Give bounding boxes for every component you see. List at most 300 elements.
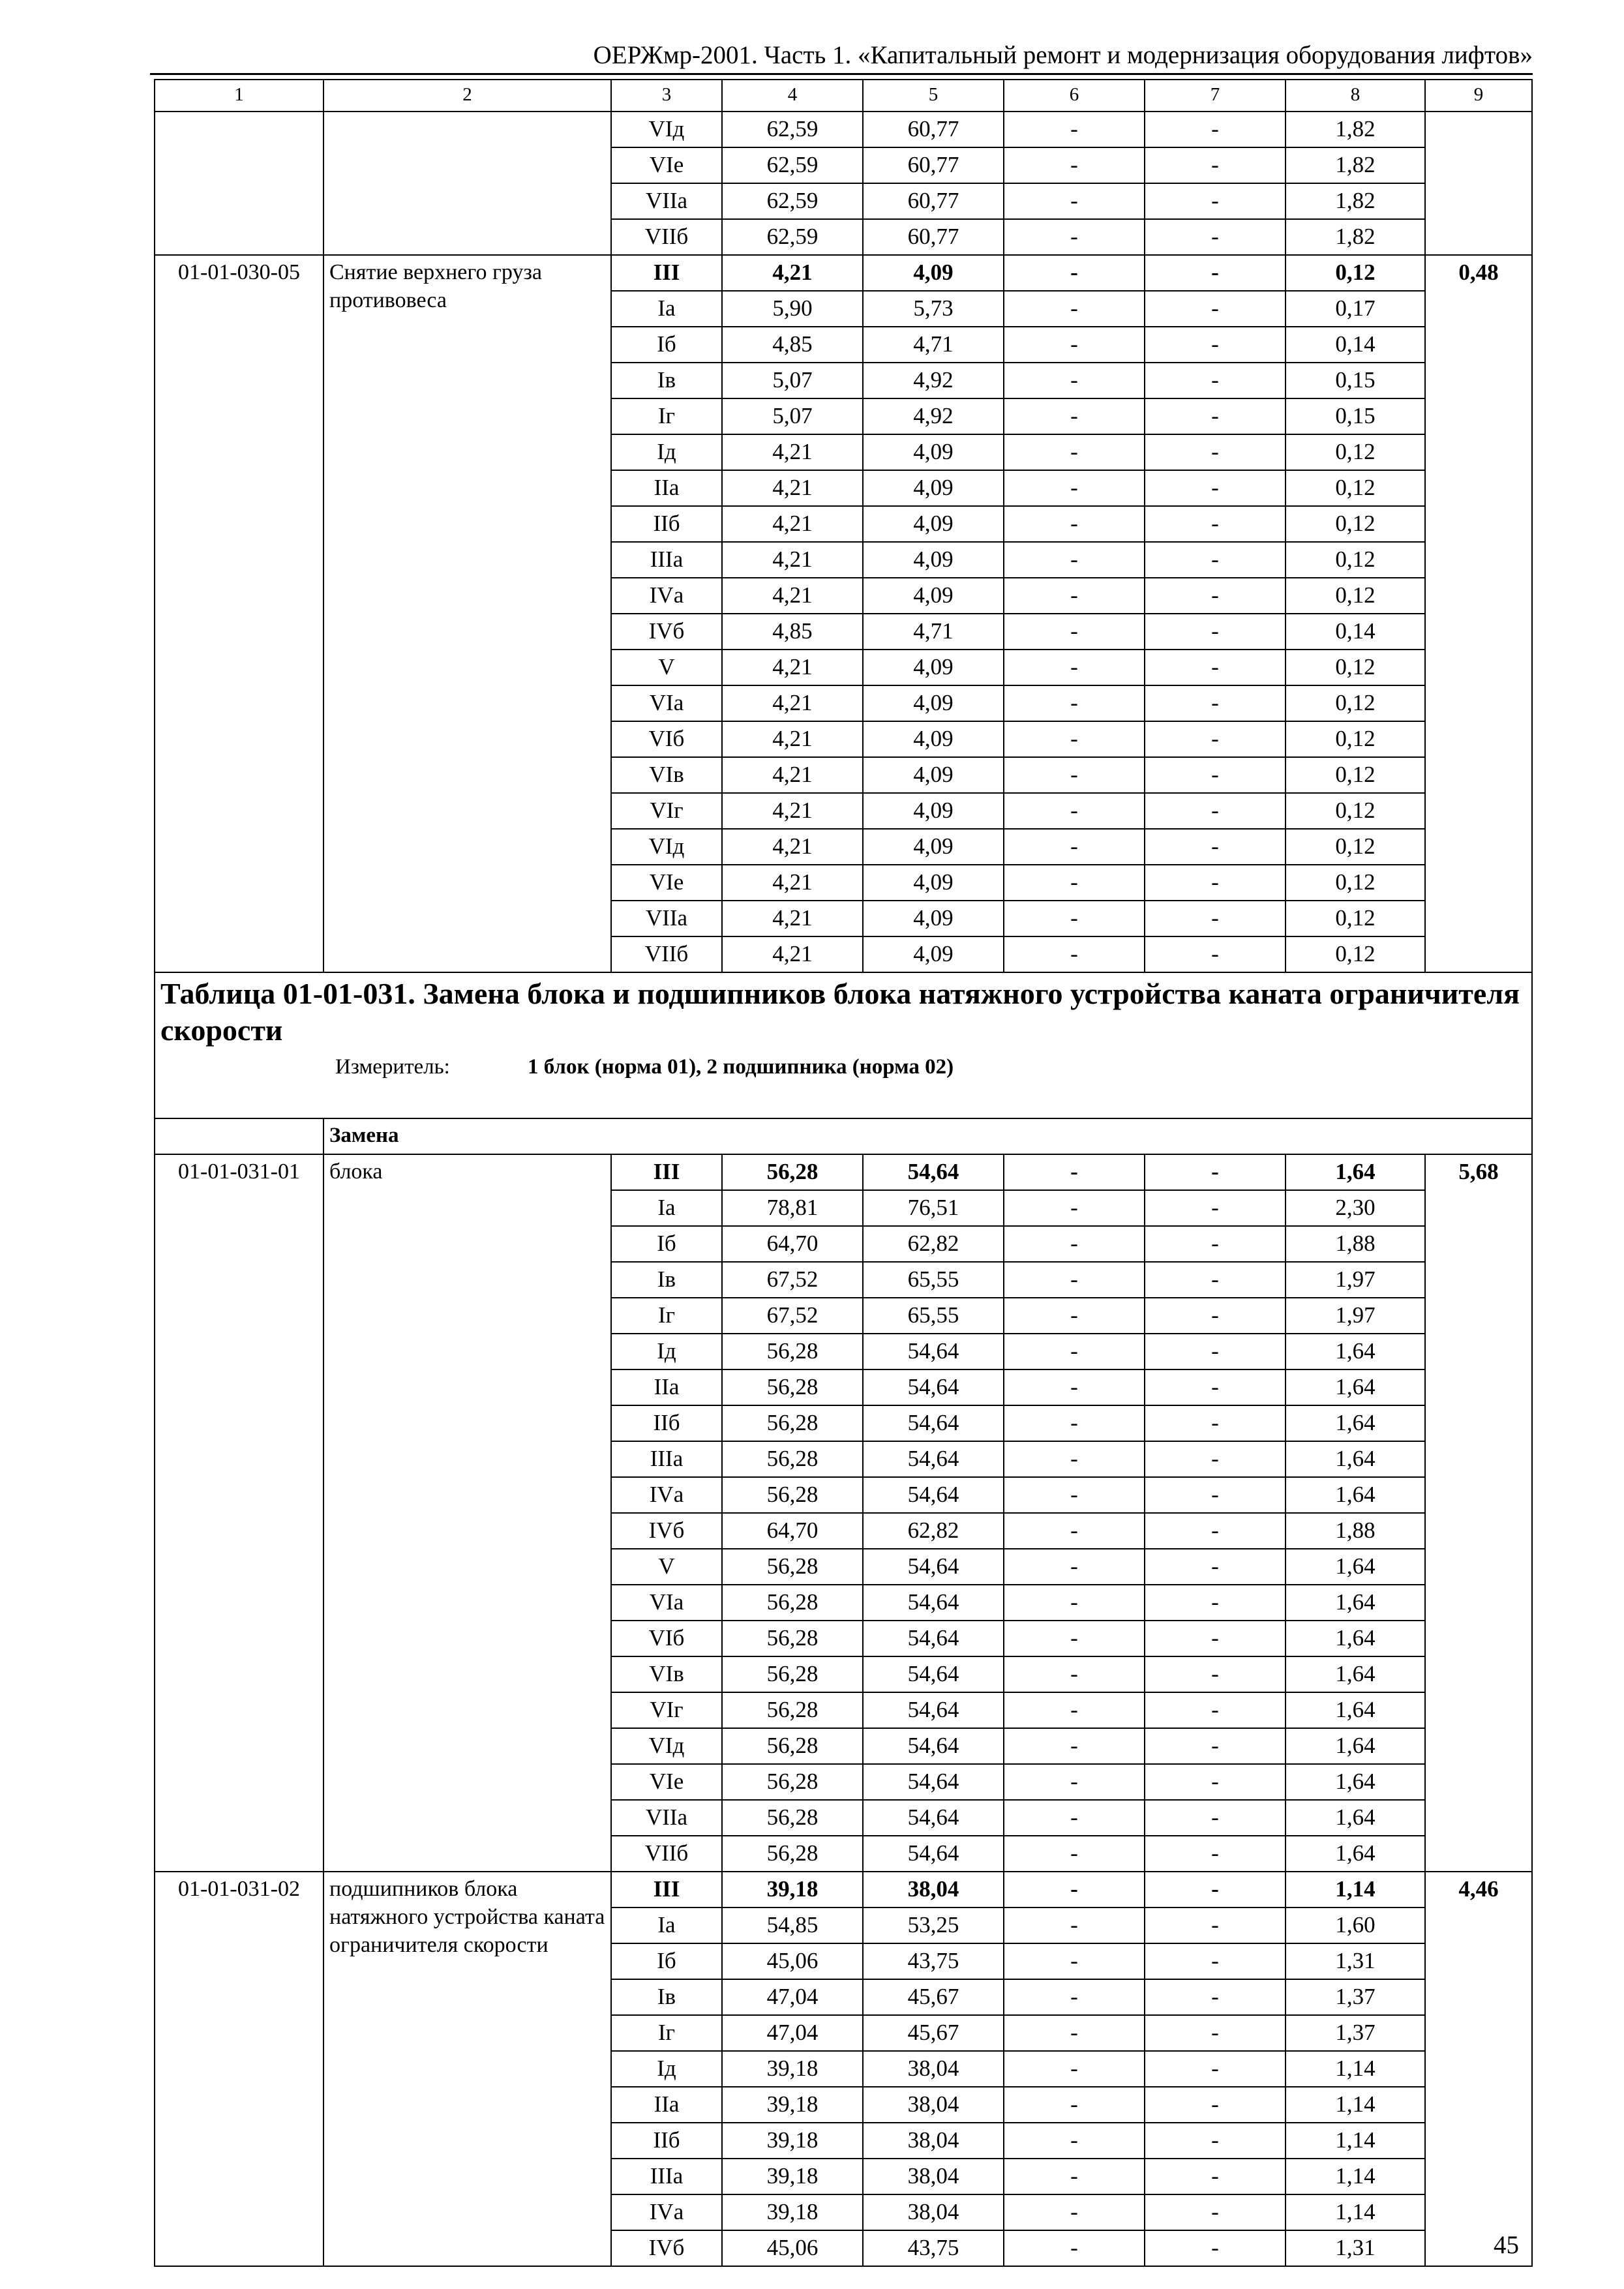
machine-cost-cell: -: [1004, 506, 1145, 542]
materials-cell: 1,64: [1286, 1585, 1425, 1621]
materials-cell: 0,12: [1286, 721, 1425, 757]
wage-cell: 76,51: [863, 1190, 1004, 1226]
direct-cost-cell: 56,28: [722, 1836, 863, 1872]
driver-wage-cell: -: [1145, 936, 1286, 972]
total-cell: 4,46: [1425, 1872, 1532, 2266]
zone-cell: III: [611, 255, 722, 291]
direct-cost-cell: 4,21: [722, 685, 863, 721]
materials-cell: 0,12: [1286, 650, 1425, 685]
driver-wage-cell: -: [1145, 1908, 1286, 1943]
machine-cost-cell: -: [1004, 112, 1145, 147]
norm-name-cell: подшипников блока натяжного устройства каната ограничителя скорости: [323, 1872, 611, 2266]
driver-wage-cell: -: [1145, 1190, 1286, 1226]
zone-cell: IVа: [611, 578, 722, 614]
norm-code-cell: [155, 112, 323, 255]
direct-cost-cell: 62,59: [722, 183, 863, 219]
machine-cost-cell: -: [1004, 1154, 1145, 1190]
direct-cost-cell: 56,28: [722, 1692, 863, 1728]
zone-cell: Iд: [611, 434, 722, 470]
wage-cell: 65,55: [863, 1262, 1004, 1298]
wage-cell: 60,77: [863, 112, 1004, 147]
wage-cell: 60,77: [863, 183, 1004, 219]
zone-cell: IVб: [611, 1513, 722, 1549]
materials-cell: 1,64: [1286, 1369, 1425, 1405]
zone-cell: IIа: [611, 1369, 722, 1405]
materials-cell: 1,64: [1286, 1549, 1425, 1585]
zone-cell: VIе: [611, 147, 722, 183]
measure-value: 1 блок (норма 01), 2 подшипника (норма 02): [528, 1055, 954, 1079]
machine-cost-cell: -: [1004, 327, 1145, 363]
norms-table-body: [155, 80, 1532, 2266]
machine-cost-cell: -: [1004, 650, 1145, 685]
wage-cell: 38,04: [863, 2123, 1004, 2159]
driver-wage-cell: -: [1145, 650, 1286, 685]
driver-wage-cell: -: [1145, 1656, 1286, 1692]
column-number: 3: [611, 80, 722, 112]
materials-cell: 0,12: [1286, 434, 1425, 470]
machine-cost-cell: -: [1004, 2015, 1145, 2051]
norm-code-cell: 01-01-031-02: [155, 1872, 323, 2266]
measure-label: Измеритель:: [335, 1055, 450, 1079]
materials-cell: 1,64: [1286, 1621, 1425, 1656]
wage-cell: 4,09: [863, 757, 1004, 793]
direct-cost-cell: 5,07: [722, 363, 863, 398]
driver-wage-cell: -: [1145, 1477, 1286, 1513]
materials-cell: 1,88: [1286, 1513, 1425, 1549]
zone-cell: III: [611, 1872, 722, 1908]
materials-cell: 1,64: [1286, 1800, 1425, 1836]
zone-cell: Iб: [611, 1943, 722, 1979]
machine-cost-cell: -: [1004, 1692, 1145, 1728]
direct-cost-cell: 4,21: [722, 578, 863, 614]
machine-cost-cell: -: [1004, 2123, 1145, 2159]
wage-cell: 60,77: [863, 219, 1004, 255]
materials-cell: 1,14: [1286, 2194, 1425, 2230]
wage-cell: 4,09: [863, 721, 1004, 757]
driver-wage-cell: -: [1145, 1513, 1286, 1549]
direct-cost-cell: 56,28: [722, 1656, 863, 1692]
materials-cell: 0,12: [1286, 901, 1425, 936]
zone-cell: VIIб: [611, 219, 722, 255]
wage-cell: 38,04: [863, 2051, 1004, 2087]
wage-cell: 4,09: [863, 829, 1004, 865]
zone-cell: Iб: [611, 1226, 722, 1262]
materials-cell: 1,14: [1286, 1872, 1425, 1908]
direct-cost-cell: 78,81: [722, 1190, 863, 1226]
materials-cell: 0,12: [1286, 255, 1425, 291]
materials-cell: 0,12: [1286, 793, 1425, 829]
header-rule: [150, 73, 1533, 75]
machine-cost-cell: -: [1004, 542, 1145, 578]
driver-wage-cell: -: [1145, 434, 1286, 470]
column-number: 6: [1004, 80, 1145, 112]
total-cell: 5,68: [1425, 1154, 1532, 1872]
zone-cell: IVб: [611, 614, 722, 650]
driver-wage-cell: -: [1145, 1441, 1286, 1477]
direct-cost-cell: 39,18: [722, 2087, 863, 2123]
materials-cell: 1,60: [1286, 1908, 1425, 1943]
direct-cost-cell: 4,85: [722, 614, 863, 650]
machine-cost-cell: -: [1004, 1908, 1145, 1943]
driver-wage-cell: -: [1145, 1979, 1286, 2015]
machine-cost-cell: -: [1004, 1656, 1145, 1692]
norm-code-cell: 01-01-030-05: [155, 255, 323, 972]
wage-cell: 54,64: [863, 1764, 1004, 1800]
materials-cell: 1,97: [1286, 1262, 1425, 1298]
machine-cost-cell: -: [1004, 2230, 1145, 2266]
driver-wage-cell: -: [1145, 1369, 1286, 1405]
zone-cell: VIIа: [611, 183, 722, 219]
driver-wage-cell: -: [1145, 2194, 1286, 2230]
materials-cell: 1,64: [1286, 1764, 1425, 1800]
wage-cell: 5,73: [863, 291, 1004, 327]
driver-wage-cell: -: [1145, 1728, 1286, 1764]
machine-cost-cell: -: [1004, 1943, 1145, 1979]
direct-cost-cell: 56,28: [722, 1441, 863, 1477]
machine-cost-cell: -: [1004, 1621, 1145, 1656]
direct-cost-cell: 56,28: [722, 1728, 863, 1764]
measure-line: [160, 1054, 1525, 1080]
wage-cell: 53,25: [863, 1908, 1004, 1943]
wage-cell: 54,64: [863, 1656, 1004, 1692]
wage-cell: 54,64: [863, 1836, 1004, 1872]
direct-cost-cell: 4,21: [722, 506, 863, 542]
zone-cell: Iб: [611, 327, 722, 363]
direct-cost-cell: 45,06: [722, 1943, 863, 1979]
driver-wage-cell: -: [1145, 2087, 1286, 2123]
driver-wage-cell: -: [1145, 291, 1286, 327]
wage-cell: 60,77: [863, 147, 1004, 183]
wage-cell: 62,82: [863, 1226, 1004, 1262]
direct-cost-cell: 39,18: [722, 1872, 863, 1908]
driver-wage-cell: -: [1145, 2123, 1286, 2159]
materials-cell: 1,82: [1286, 147, 1425, 183]
direct-cost-cell: 4,21: [722, 901, 863, 936]
direct-cost-cell: 67,52: [722, 1298, 863, 1334]
direct-cost-cell: 5,90: [722, 291, 863, 327]
machine-cost-cell: -: [1004, 1836, 1145, 1872]
zone-cell: Iа: [611, 1190, 722, 1226]
direct-cost-cell: 4,21: [722, 936, 863, 972]
wage-cell: 38,04: [863, 2159, 1004, 2194]
table-title-row: [155, 972, 1532, 1118]
wage-cell: 54,64: [863, 1585, 1004, 1621]
materials-cell: 0,12: [1286, 470, 1425, 506]
total-cell: [1425, 112, 1532, 255]
zone-cell: V: [611, 650, 722, 685]
wage-cell: 54,64: [863, 1800, 1004, 1836]
driver-wage-cell: -: [1145, 721, 1286, 757]
direct-cost-cell: 39,18: [722, 2194, 863, 2230]
zone-cell: IVа: [611, 1477, 722, 1513]
wage-cell: 4,71: [863, 614, 1004, 650]
driver-wage-cell: -: [1145, 2159, 1286, 2194]
driver-wage-cell: -: [1145, 1872, 1286, 1908]
materials-cell: 1,64: [1286, 1728, 1425, 1764]
driver-wage-cell: -: [1145, 865, 1286, 901]
direct-cost-cell: 56,28: [722, 1154, 863, 1190]
zone-cell: IIб: [611, 1405, 722, 1441]
wage-cell: 4,09: [863, 542, 1004, 578]
materials-cell: 0,12: [1286, 542, 1425, 578]
materials-cell: 1,82: [1286, 219, 1425, 255]
norm-code-cell: 01-01-031-01: [155, 1154, 323, 1872]
section-row: [155, 1118, 1532, 1154]
materials-cell: 0,12: [1286, 757, 1425, 793]
direct-cost-cell: 56,28: [722, 1477, 863, 1513]
materials-cell: 1,82: [1286, 112, 1425, 147]
driver-wage-cell: -: [1145, 183, 1286, 219]
materials-cell: 0,15: [1286, 363, 1425, 398]
zone-cell: VIб: [611, 721, 722, 757]
driver-wage-cell: -: [1145, 112, 1286, 147]
zone-cell: IIб: [611, 2123, 722, 2159]
machine-cost-cell: -: [1004, 793, 1145, 829]
driver-wage-cell: -: [1145, 2051, 1286, 2087]
driver-wage-cell: -: [1145, 1621, 1286, 1656]
driver-wage-cell: -: [1145, 1154, 1286, 1190]
driver-wage-cell: -: [1145, 614, 1286, 650]
zone-cell: VIд: [611, 829, 722, 865]
direct-cost-cell: 56,28: [722, 1621, 863, 1656]
wage-cell: 54,64: [863, 1621, 1004, 1656]
zone-cell: VIIб: [611, 1836, 722, 1872]
driver-wage-cell: -: [1145, 255, 1286, 291]
wage-cell: 38,04: [863, 2194, 1004, 2230]
section-label: Замена: [323, 1118, 1532, 1154]
direct-cost-cell: 39,18: [722, 2051, 863, 2087]
direct-cost-cell: 62,59: [722, 112, 863, 147]
machine-cost-cell: -: [1004, 1513, 1145, 1549]
table-row: [155, 1154, 1532, 1190]
zone-cell: IVа: [611, 2194, 722, 2230]
driver-wage-cell: -: [1145, 1334, 1286, 1369]
driver-wage-cell: -: [1145, 1262, 1286, 1298]
wage-cell: 4,09: [863, 793, 1004, 829]
materials-cell: 1,64: [1286, 1405, 1425, 1441]
wage-cell: 4,92: [863, 363, 1004, 398]
materials-cell: 0,12: [1286, 865, 1425, 901]
machine-cost-cell: -: [1004, 614, 1145, 650]
machine-cost-cell: -: [1004, 1979, 1145, 2015]
zone-cell: Iа: [611, 291, 722, 327]
materials-cell: 0,12: [1286, 936, 1425, 972]
wage-cell: 4,09: [863, 901, 1004, 936]
materials-cell: 0,12: [1286, 685, 1425, 721]
driver-wage-cell: -: [1145, 829, 1286, 865]
materials-cell: 0,12: [1286, 506, 1425, 542]
driver-wage-cell: -: [1145, 1226, 1286, 1262]
driver-wage-cell: -: [1145, 1585, 1286, 1621]
direct-cost-cell: 5,07: [722, 398, 863, 434]
direct-cost-cell: 4,21: [722, 470, 863, 506]
wage-cell: 4,09: [863, 650, 1004, 685]
column-number: 8: [1286, 80, 1425, 112]
driver-wage-cell: -: [1145, 1836, 1286, 1872]
zone-cell: VIг: [611, 793, 722, 829]
machine-cost-cell: -: [1004, 757, 1145, 793]
machine-cost-cell: -: [1004, 1764, 1145, 1800]
materials-cell: 1,64: [1286, 1836, 1425, 1872]
materials-cell: 1,14: [1286, 2159, 1425, 2194]
materials-cell: 0,12: [1286, 829, 1425, 865]
zone-cell: Iг: [611, 1298, 722, 1334]
machine-cost-cell: -: [1004, 219, 1145, 255]
machine-cost-cell: -: [1004, 1800, 1145, 1836]
direct-cost-cell: 56,28: [722, 1334, 863, 1369]
table-title: Таблица 01-01-031. Замена блока и подшипников блока натяжного устройства каната ограничителя скорости: [160, 977, 1520, 1047]
machine-cost-cell: -: [1004, 2194, 1145, 2230]
wage-cell: 4,09: [863, 685, 1004, 721]
direct-cost-cell: 39,18: [722, 2123, 863, 2159]
direct-cost-cell: 47,04: [722, 2015, 863, 2051]
zone-cell: V: [611, 1549, 722, 1585]
zone-cell: VIг: [611, 1692, 722, 1728]
direct-cost-cell: 64,70: [722, 1226, 863, 1262]
zone-cell: VIа: [611, 685, 722, 721]
norm-name-cell: блока: [323, 1154, 611, 1872]
direct-cost-cell: 56,28: [722, 1585, 863, 1621]
wage-cell: 54,64: [863, 1477, 1004, 1513]
driver-wage-cell: -: [1145, 2015, 1286, 2051]
zone-cell: III: [611, 1154, 722, 1190]
zone-cell: Iв: [611, 1262, 722, 1298]
column-number: 9: [1425, 80, 1532, 112]
machine-cost-cell: -: [1004, 1190, 1145, 1226]
driver-wage-cell: -: [1145, 219, 1286, 255]
wage-cell: 38,04: [863, 2087, 1004, 2123]
zone-cell: Iд: [611, 2051, 722, 2087]
machine-cost-cell: -: [1004, 255, 1145, 291]
direct-cost-cell: 4,21: [722, 721, 863, 757]
zone-cell: VIа: [611, 1585, 722, 1621]
materials-cell: 0,14: [1286, 327, 1425, 363]
materials-cell: 1,64: [1286, 1656, 1425, 1692]
direct-cost-cell: 62,59: [722, 219, 863, 255]
driver-wage-cell: -: [1145, 542, 1286, 578]
wage-cell: 4,09: [863, 506, 1004, 542]
norms-table: [154, 79, 1533, 2267]
machine-cost-cell: -: [1004, 1549, 1145, 1585]
driver-wage-cell: -: [1145, 901, 1286, 936]
machine-cost-cell: -: [1004, 2051, 1145, 2087]
driver-wage-cell: -: [1145, 1298, 1286, 1334]
column-number: 1: [155, 80, 323, 112]
driver-wage-cell: -: [1145, 1692, 1286, 1728]
wage-cell: 45,67: [863, 2015, 1004, 2051]
wage-cell: 54,64: [863, 1405, 1004, 1441]
machine-cost-cell: -: [1004, 470, 1145, 506]
zone-cell: Iг: [611, 398, 722, 434]
materials-cell: 0,17: [1286, 291, 1425, 327]
direct-cost-cell: 67,52: [722, 1262, 863, 1298]
materials-cell: 1,14: [1286, 2123, 1425, 2159]
machine-cost-cell: -: [1004, 901, 1145, 936]
wage-cell: 38,04: [863, 1872, 1004, 1908]
materials-cell: 1,88: [1286, 1226, 1425, 1262]
direct-cost-cell: 4,21: [722, 865, 863, 901]
driver-wage-cell: -: [1145, 470, 1286, 506]
machine-cost-cell: -: [1004, 1477, 1145, 1513]
machine-cost-cell: -: [1004, 1585, 1145, 1621]
driver-wage-cell: -: [1145, 363, 1286, 398]
direct-cost-cell: 45,06: [722, 2230, 863, 2266]
machine-cost-cell: -: [1004, 147, 1145, 183]
wage-cell: 4,92: [863, 398, 1004, 434]
zone-cell: Iг: [611, 2015, 722, 2051]
machine-cost-cell: -: [1004, 578, 1145, 614]
direct-cost-cell: 56,28: [722, 1549, 863, 1585]
machine-cost-cell: -: [1004, 1298, 1145, 1334]
wage-cell: 45,67: [863, 1979, 1004, 2015]
zone-cell: IIа: [611, 2087, 722, 2123]
direct-cost-cell: 4,21: [722, 434, 863, 470]
wage-cell: 4,09: [863, 865, 1004, 901]
machine-cost-cell: -: [1004, 865, 1145, 901]
machine-cost-cell: -: [1004, 434, 1145, 470]
machine-cost-cell: -: [1004, 2159, 1145, 2194]
table-row: [155, 1872, 1532, 1908]
direct-cost-cell: 4,85: [722, 327, 863, 363]
column-number: 2: [323, 80, 611, 112]
column-number: 5: [863, 80, 1004, 112]
materials-cell: 1,37: [1286, 2015, 1425, 2051]
machine-cost-cell: -: [1004, 721, 1145, 757]
section-code-cell: [155, 1118, 323, 1154]
zone-cell: VIе: [611, 1764, 722, 1800]
machine-cost-cell: -: [1004, 1872, 1145, 1908]
driver-wage-cell: -: [1145, 147, 1286, 183]
driver-wage-cell: -: [1145, 1800, 1286, 1836]
materials-cell: 1,14: [1286, 2087, 1425, 2123]
zone-cell: VIIб: [611, 936, 722, 972]
wage-cell: 54,64: [863, 1334, 1004, 1369]
machine-cost-cell: -: [1004, 1405, 1145, 1441]
zone-cell: IVб: [611, 2230, 722, 2266]
wage-cell: 4,09: [863, 434, 1004, 470]
direct-cost-cell: 54,85: [722, 1908, 863, 1943]
zone-cell: VIIа: [611, 1800, 722, 1836]
direct-cost-cell: 56,28: [722, 1369, 863, 1405]
machine-cost-cell: -: [1004, 829, 1145, 865]
zone-cell: VIб: [611, 1621, 722, 1656]
zone-cell: IIа: [611, 470, 722, 506]
materials-cell: 1,31: [1286, 1943, 1425, 1979]
materials-cell: 1,97: [1286, 1298, 1425, 1334]
machine-cost-cell: -: [1004, 1369, 1145, 1405]
direct-cost-cell: 4,21: [722, 255, 863, 291]
table-row: [155, 112, 1532, 147]
driver-wage-cell: -: [1145, 1405, 1286, 1441]
column-number: 7: [1145, 80, 1286, 112]
driver-wage-cell: -: [1145, 1764, 1286, 1800]
table-title-cell: [155, 972, 1532, 1118]
driver-wage-cell: -: [1145, 578, 1286, 614]
machine-cost-cell: -: [1004, 291, 1145, 327]
driver-wage-cell: -: [1145, 793, 1286, 829]
materials-cell: 0,15: [1286, 398, 1425, 434]
running-header: ОЕРЖмр-2001. Часть 1. «Капитальный ремонт и модернизация оборудования лифтов»: [593, 41, 1533, 69]
direct-cost-cell: 4,21: [722, 757, 863, 793]
machine-cost-cell: -: [1004, 398, 1145, 434]
wage-cell: 54,64: [863, 1549, 1004, 1585]
wage-cell: 54,64: [863, 1441, 1004, 1477]
driver-wage-cell: -: [1145, 685, 1286, 721]
materials-cell: 2,30: [1286, 1190, 1425, 1226]
zone-cell: VIIа: [611, 901, 722, 936]
materials-cell: 1,14: [1286, 2051, 1425, 2087]
machine-cost-cell: -: [1004, 1226, 1145, 1262]
